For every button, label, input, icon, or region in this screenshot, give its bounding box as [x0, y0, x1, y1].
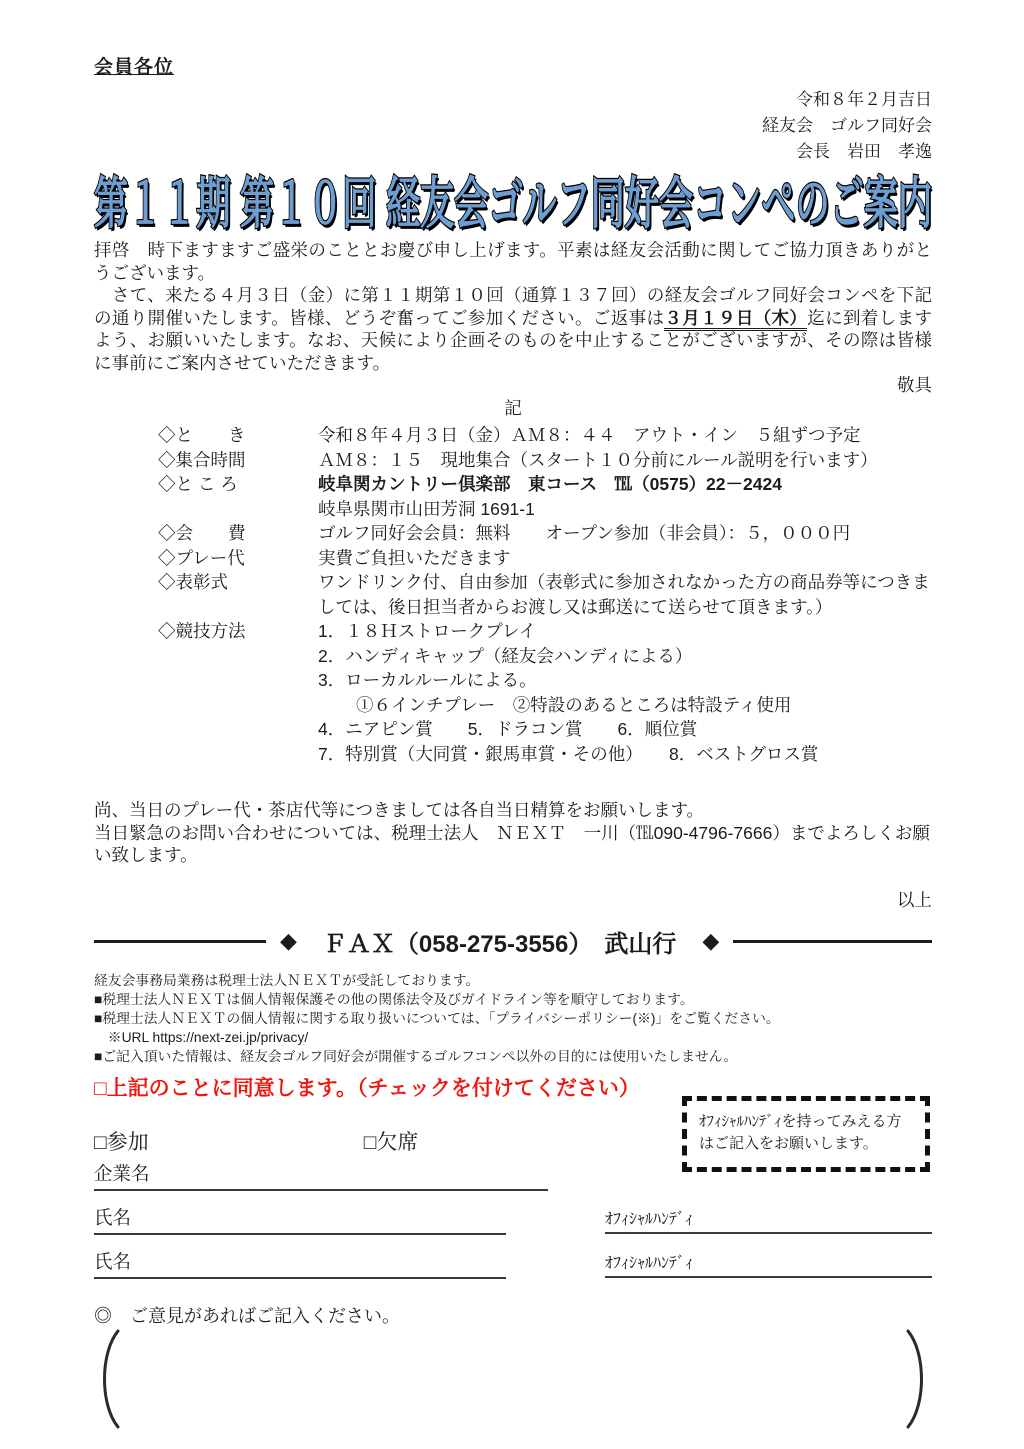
detail-row-rules	[94, 619, 932, 766]
fine-print-line: ■税理士法人ＮＥＸＴの個人情報に関する取り扱いについては、「プライバシーポリシー(※)」をご覧ください。	[94, 1010, 780, 1026]
detail-row-play-fee	[94, 546, 932, 571]
name-field-1[interactable]	[94, 1204, 506, 1235]
fine-print-line: ■ご記入頂いた情報は、経友会ゴルフ同好会が開催するゴルフコンペ以外の目的には使用いたしません。	[94, 1048, 738, 1064]
detail-value	[318, 619, 932, 766]
detail-label: ◇表彰式	[158, 572, 228, 592]
fax-number: ＦＡＸ（058-275-3556） 武山行	[322, 930, 677, 958]
privacy-fine-print	[94, 971, 932, 1066]
rule-item: 4．ニアピン賞 5．ドラコン賞 6．順位賞	[318, 719, 698, 739]
detail-row-fee	[94, 521, 932, 546]
reply-form	[94, 1102, 932, 1432]
record-mark: 記	[504, 398, 522, 418]
detail-row-date	[94, 423, 932, 448]
notes-paragraph	[94, 799, 932, 867]
rule-item: 3．ローカルルールによる。	[318, 670, 537, 690]
official-handicap-field-2[interactable]	[605, 1250, 932, 1278]
rule-item: 1．１８Ｈストロークプレイ	[318, 621, 537, 641]
reply-deadline: ３月１９日（木）	[664, 308, 807, 331]
closing-ijou: 以上	[897, 889, 932, 910]
president-name: 会長 岩田 孝逸	[796, 142, 932, 161]
attendance-row	[94, 1126, 418, 1156]
official-handicap-field-1[interactable]	[605, 1206, 932, 1234]
document-date: 令和８年２月吉日	[796, 90, 932, 109]
comment-entry-area[interactable]	[94, 1328, 932, 1430]
addressee: 会員各位	[94, 57, 175, 78]
company-name-field[interactable]	[94, 1160, 548, 1191]
detail-label: ◇と こ ろ	[158, 474, 238, 494]
detail-row-meeting-time	[94, 448, 932, 473]
detail-label: ◇競技方法	[158, 621, 246, 641]
diamond-icon: ◆	[280, 928, 297, 953]
greeting-line-2: さて、来たる４月３日（金）に第１１期第１０回（通算１３７回）の経友会ゴルフ同好会コンペを下記の通り開催いたします。皆様、どうぞ奮ってご参加ください。ご返事は	[94, 285, 932, 328]
comment-paren-left	[94, 1328, 120, 1430]
closing-keigu: 敬具	[897, 375, 932, 395]
golf-club-name: 岐阜関カントリー倶楽部 東コース ℡（0575）22－2424	[318, 474, 782, 494]
rule-item: 7．特別賞（大同賞・銀馬車賞・その他） 8．ベストグロス賞	[318, 743, 819, 764]
consent-checkbox[interactable]: □上記のことに同意します。（チェックを付けてください）	[94, 1076, 640, 1100]
privacy-policy-url: ※URL https://next-zei.jp/privacy/	[94, 1029, 309, 1045]
detail-value: ワンドリンク付、自由参加（表彰式に参加されなかった方の商品券等につきましては、後日担当者からお渡し又は郵送にて送らせて頂きます。）	[318, 572, 930, 617]
detail-label: ◇プレー代	[158, 547, 245, 568]
rule-item-sub: ①６インチプレー ②特設のあるところは特設ティ使用	[356, 694, 792, 715]
company-name-label: 企業名	[94, 1162, 150, 1184]
greeting-paragraph	[94, 239, 932, 374]
fax-divider	[94, 924, 932, 959]
note-emergency-contact: 当日緊急のお問い合わせについては、税理士法人 ＮＥＸＴ 一川（℡090-4796-7666）までよろしくお願い致します。	[94, 822, 930, 865]
detail-value: 令和８年４月３日（金）ＡＭ８：４４ アウト・イン ５組ずつ予定	[318, 425, 861, 445]
golf-club-address: 岐阜県関市山田芳洞 1691-1	[318, 498, 535, 519]
detail-value: ＡＭ８：１５ 現地集合（スタート１０分前にルール説明を行います）	[318, 449, 878, 470]
detail-label: ◇会 費	[158, 523, 246, 543]
detail-row-ceremony	[94, 570, 932, 619]
absent-checkbox[interactable]: □欠席	[363, 1130, 419, 1154]
official-handicap-label: ｵﾌｨｼｬﾙﾊﾝﾃﾞｨ	[605, 1210, 694, 1228]
detail-label: ◇集合時間	[158, 449, 246, 470]
organization-name: 経友会 ゴルフ同好会	[762, 116, 932, 135]
detail-row-place	[94, 472, 932, 521]
fine-print-line: 経友会事務局業務は税理士法人ＮＥＸＴが受託しております。	[94, 972, 480, 988]
greeting-line-1: 拝啓 時下ますますご盛栄のこととお慶び申し上げます。平素は経友会活動に関してご協力頂きありがとうございます。	[94, 240, 932, 283]
comment-paren-right	[906, 1328, 932, 1430]
fine-print-line: ■税理士法人ＮＥＸＴは個人情報保護その他の関係法令及びガイドライン等を順守しております。	[94, 991, 694, 1007]
detail-value: ゴルフ同好会会員：無料 オープン参加（非会員）：５，０００円	[318, 523, 851, 543]
official-handicap-note-box: ｵﾌｨｼｬﾙﾊﾝﾃﾞｨを持ってみえる方はご記入をお願いします。	[682, 1096, 930, 1172]
divider-line-right	[733, 940, 932, 943]
attend-checkbox[interactable]: □参加	[94, 1130, 149, 1154]
sender-block	[94, 87, 932, 165]
name-field-2[interactable]	[94, 1248, 506, 1279]
name-label: 氏名	[94, 1250, 132, 1272]
detail-value	[318, 472, 932, 521]
comment-prompt: ◎ ご意見があればご記入ください。	[94, 1305, 400, 1326]
page-title: 第１１期 第１０回 経友会ゴルフ同好会コンペのご案内	[94, 172, 933, 235]
detail-label: ◇と き	[158, 425, 246, 445]
note-settlement: 尚、当日のプレー代・茶店代等につきましては各自当日精算をお願いします。	[94, 800, 705, 820]
detail-value: 実費ご負担いただきます	[318, 547, 511, 568]
divider-line-left	[94, 940, 266, 943]
diamond-icon: ◆	[702, 928, 720, 953]
official-handicap-label: ｵﾌｨｼｬﾙﾊﾝﾃﾞｨ	[605, 1254, 694, 1272]
greeting-line-3: 迄に到着しますよう、お願いいたします。なお、天候により企画そのものを中止することがございますが、その際は皆様に事前にご案内させていただきます。	[94, 307, 932, 373]
rule-item: 2．ハンディキャップ（経友会ハンディによる）	[318, 645, 693, 666]
name-label: 氏名	[94, 1206, 132, 1228]
event-details	[94, 423, 932, 766]
